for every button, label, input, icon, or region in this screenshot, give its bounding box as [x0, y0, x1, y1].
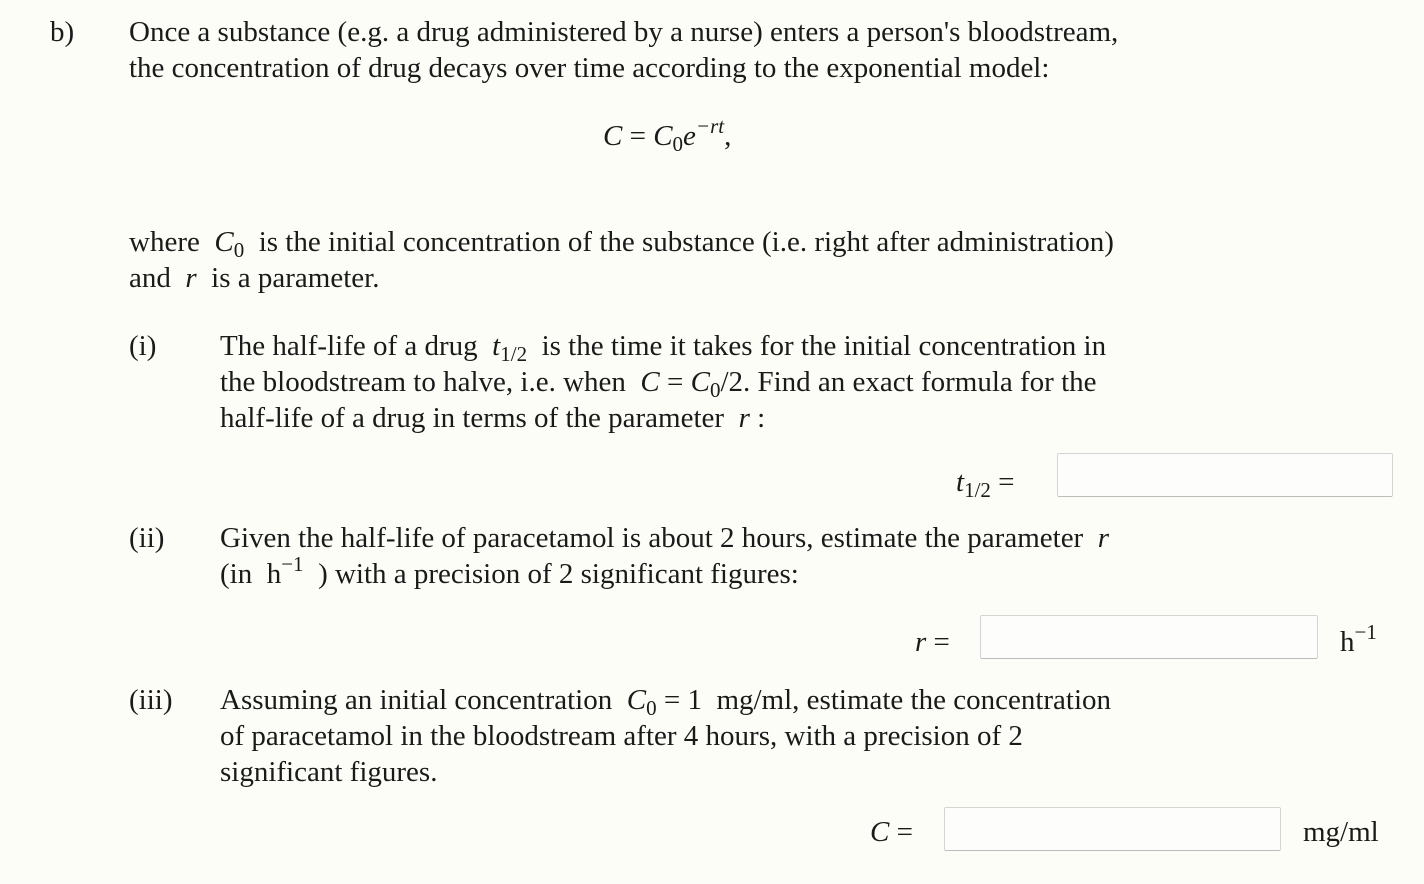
q2-text-b: (in — [220, 558, 253, 590]
q1-text-b: is the time it takes for the initial concentration in — [541, 330, 1107, 362]
where-line-1 — [129, 224, 1114, 262]
q1-C0: C — [690, 366, 710, 398]
where-desc: is the initial concentration of the substance (i.e. right after administration) — [258, 226, 1114, 258]
q1-C: C — [640, 366, 660, 398]
q1-eq: = — [666, 366, 684, 398]
q3-text-b: mg/ml, estimate the concentration — [716, 684, 1112, 716]
question-1-line-2 — [220, 364, 1097, 402]
q3-eq: = — [663, 684, 681, 716]
half-life-input[interactable] — [1057, 453, 1393, 497]
question-1-line-3 — [220, 400, 765, 436]
answer-1-label — [956, 464, 1015, 502]
answer-2-label — [915, 624, 950, 660]
q3-val: 1 — [687, 684, 702, 716]
question-1-number: (i) — [129, 330, 157, 362]
unit-h: h — [1340, 626, 1355, 658]
question-3-number: (iii) — [129, 684, 173, 716]
where-line-2 — [129, 260, 379, 296]
answer-2-var: r — [915, 626, 927, 658]
concentration-input[interactable] — [944, 807, 1281, 851]
answer-1-var: t — [956, 466, 965, 498]
q2-r: r — [1097, 522, 1110, 554]
q3-text-a: Assuming an initial concentration — [220, 684, 613, 716]
q1-colon: : — [757, 402, 766, 434]
q1-text-d: /2. Find an exact formula for the — [720, 366, 1097, 398]
answer-2-unit — [1340, 620, 1377, 662]
formula-comma: , — [724, 120, 732, 152]
answer-2-eq: = — [933, 626, 950, 658]
answer-3-label — [870, 814, 913, 850]
q1-text-e: half-life of a drug in terms of the parameter — [220, 402, 725, 434]
answer-3-var: C — [870, 816, 890, 848]
part-label: b) — [50, 16, 75, 48]
param-desc: is a parameter. — [211, 262, 380, 294]
answer-1-eq: = — [998, 466, 1015, 498]
q2-h: h — [266, 558, 282, 590]
intro-line-1: Once a substance (e.g. a drug administered by a nurse) enters a person's bloodstream, — [129, 16, 1119, 48]
question-3-line-1 — [220, 682, 1111, 720]
q3-C: C — [626, 684, 647, 716]
question-1-line-1 — [220, 328, 1106, 366]
q1-r: r — [738, 402, 750, 434]
q1-t-sub: 1/2 — [500, 342, 528, 366]
decay-formula — [603, 114, 732, 156]
formula-c0-sub: 0 — [672, 132, 684, 156]
where-c0: C — [214, 226, 234, 258]
q2-text-c: ) with a precision of 2 significant figures: — [318, 558, 799, 590]
q3-C-sub: 0 — [646, 696, 657, 720]
where-c0-sub: 0 — [233, 238, 245, 262]
unit-h-sup: −1 — [1354, 620, 1377, 644]
formula-lhs: C — [603, 120, 623, 152]
q1-text-a: The half-life of a drug — [220, 330, 478, 362]
question-3-line-3: significant figures. — [220, 756, 438, 788]
intro-line-2: the concentration of drug decays over time according to the exponential model: — [129, 52, 1050, 84]
rate-parameter-input[interactable] — [980, 615, 1318, 659]
answer-3-eq: = — [896, 816, 913, 848]
q1-text-c: the bloodstream to halve, i.e. when — [220, 366, 626, 398]
question-2-line-2 — [220, 552, 799, 594]
question-2-line-1 — [220, 520, 1109, 556]
q1-C0-sub: 0 — [709, 378, 721, 402]
question-3-line-2: of paracetamol in the bloodstream after 4 hours, with a precision of 2 — [220, 720, 1023, 752]
q2-h-sup: −1 — [281, 552, 304, 576]
formula-c0: C — [653, 120, 673, 152]
formula-equals: = — [629, 120, 646, 152]
q1-t: t — [492, 330, 501, 362]
answer-1-sub: 1/2 — [964, 478, 991, 502]
and-word: and — [129, 262, 171, 294]
answer-3-unit: mg/ml — [1303, 816, 1379, 848]
where-word: where — [129, 226, 200, 258]
where-r: r — [185, 262, 197, 294]
q2-text-a: Given the half-life of paracetamol is about 2 hours, estimate the parameter — [220, 522, 1084, 554]
formula-exponent: −rt — [695, 114, 725, 138]
formula-base: e — [683, 120, 696, 152]
question-2-number: (ii) — [129, 522, 165, 554]
